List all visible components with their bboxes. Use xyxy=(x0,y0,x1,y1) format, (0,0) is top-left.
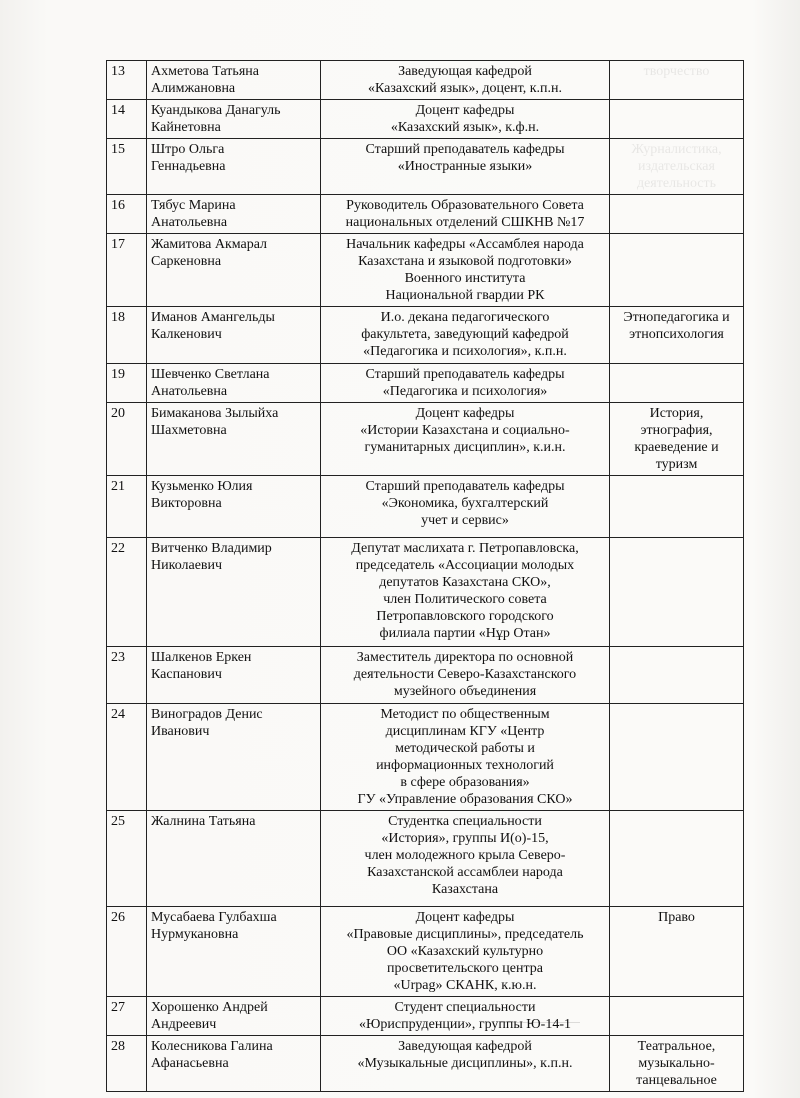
person-name: Бимаканова Зылыйха Шахметовна xyxy=(147,403,321,476)
person-name: Витченко Владимир Николаевич xyxy=(147,538,321,647)
person-name: Штро Ольга Геннадьевна xyxy=(147,139,321,195)
person-name: Мусабаева Гулбахша Нурмукановна xyxy=(147,907,321,997)
person-position: Доцент кафедры «Правовые дисциплины», председатель ОО «Казахский культурно просветительского центра «Urpag» СКАНК, к.ю.н. xyxy=(321,907,610,997)
row-number: 20 xyxy=(107,403,147,476)
table-row xyxy=(107,647,744,704)
person-name: Жамитова Акмарал Саркеновна xyxy=(147,234,321,307)
table-row xyxy=(107,195,744,234)
section-name xyxy=(610,476,744,538)
row-number: 25 xyxy=(107,811,147,907)
row-number: 21 xyxy=(107,476,147,538)
section-name xyxy=(610,538,744,647)
person-name: Виноградов Денис Иванович xyxy=(147,704,321,811)
person-position: Доцент кафедры «Истории Казахстана и социально- гуманитарных дисциплин», к.и.н. xyxy=(321,403,610,476)
row-number: 23 xyxy=(107,647,147,704)
table-row xyxy=(107,476,744,538)
table-row xyxy=(107,811,744,907)
section-name: Этнопедагогика и этнопсихология xyxy=(610,307,744,364)
table-row xyxy=(107,364,744,403)
section-name xyxy=(610,364,744,403)
person-position: Заведующая кафедрой «Казахский язык», доцент, к.п.н. xyxy=(321,61,610,100)
table-row xyxy=(107,403,744,476)
table-row xyxy=(107,1036,744,1092)
person-position: Доцент кафедры «Казахский язык», к.ф.н. xyxy=(321,100,610,139)
row-number: 28 xyxy=(107,1036,147,1092)
table-row xyxy=(107,139,744,195)
row-number: 13 xyxy=(107,61,147,100)
table-row xyxy=(107,61,744,100)
section-name xyxy=(610,704,744,811)
row-number: 24 xyxy=(107,704,147,811)
section-name xyxy=(610,100,744,139)
person-name: Жалнина Татьяна xyxy=(147,811,321,907)
section-name: Журналистика, издательская деятельность xyxy=(610,139,744,195)
person-name: Тябус Марина Анатольевна xyxy=(147,195,321,234)
committee-table xyxy=(106,60,744,1092)
table-row xyxy=(107,907,744,997)
row-number: 26 xyxy=(107,907,147,997)
person-name: Шевченко Светлана Анатольевна xyxy=(147,364,321,403)
signature-line xyxy=(500,1022,580,1024)
table-row xyxy=(107,538,744,647)
table-row xyxy=(107,307,744,364)
person-position: Старший преподаватель кафедры «Иностранные языки» xyxy=(321,139,610,195)
table-row xyxy=(107,704,744,811)
section-name: Театральное, музыкально- танцевальное xyxy=(610,1036,744,1092)
person-name: Колесникова Галина Афанасьевна xyxy=(147,1036,321,1092)
row-number: 15 xyxy=(107,139,147,195)
person-name: Куандыкова Данагуль Кайнетовна xyxy=(147,100,321,139)
row-number: 22 xyxy=(107,538,147,647)
table-row xyxy=(107,234,744,307)
person-position: Заместитель директора по основной деятельности Северо-Казахстанского музейного объединения xyxy=(321,647,610,704)
section-name: Право xyxy=(610,907,744,997)
row-number: 27 xyxy=(107,997,147,1036)
person-position: И.о. декана педагогического факультета, заведующий кафедрой «Педагогика и психология», к.п.н. xyxy=(321,307,610,364)
row-number: 16 xyxy=(107,195,147,234)
row-number: 14 xyxy=(107,100,147,139)
section-name: творчество xyxy=(610,61,744,100)
section-name xyxy=(610,234,744,307)
table-row xyxy=(107,100,744,139)
row-number: 18 xyxy=(107,307,147,364)
section-name xyxy=(610,647,744,704)
person-position: Начальник кафедры «Ассамблея народа Казахстана и языковой подготовки» Военного института Национальной гвардии РК xyxy=(321,234,610,307)
person-name: Хорошенко Андрей Андреевич xyxy=(147,997,321,1036)
person-position: Заведующая кафедрой «Музыкальные дисциплины», к.п.н. xyxy=(321,1036,610,1092)
person-name: Иманов Амангельды Калкенович xyxy=(147,307,321,364)
person-position: Депутат маслихата г. Петропавловска, председатель «Ассоциации молодых депутатов Казахстана СКО», член Политического совета Петропавловского городского филиала партии «Нұр Отан» xyxy=(321,538,610,647)
section-name xyxy=(610,811,744,907)
table-row xyxy=(107,997,744,1036)
person-position: Студентка специальности «История», группы И(о)-15, член молодежного крыла Северо- Казахстанской ассамблеи народа Казахстана xyxy=(321,811,610,907)
person-name: Шалкенов Еркен Каспанович xyxy=(147,647,321,704)
row-number: 19 xyxy=(107,364,147,403)
section-name: История, этнография, краеведение и туризм xyxy=(610,403,744,476)
person-position: Методист по общественным дисциплинам КГУ «Центр методической работы и информационных технологий в сфере образования» ГУ «Управление образования СКО» xyxy=(321,704,610,811)
person-position: Руководитель Образовательного Совета национальных отделений СШКНВ №17 xyxy=(321,195,610,234)
person-name: Кузьменко Юлия Викторовна xyxy=(147,476,321,538)
person-name: Ахметова Татьяна Алимжановна xyxy=(147,61,321,100)
person-position: Студент специальности «Юриспруденции», группы Ю-14-1 xyxy=(321,997,610,1036)
row-number: 17 xyxy=(107,234,147,307)
person-position: Старший преподаватель кафедры «Экономика, бухгалтерский учет и сервис» xyxy=(321,476,610,538)
section-name xyxy=(610,195,744,234)
section-name xyxy=(610,997,744,1036)
person-position: Старший преподаватель кафедры «Педагогика и психология» xyxy=(321,364,610,403)
